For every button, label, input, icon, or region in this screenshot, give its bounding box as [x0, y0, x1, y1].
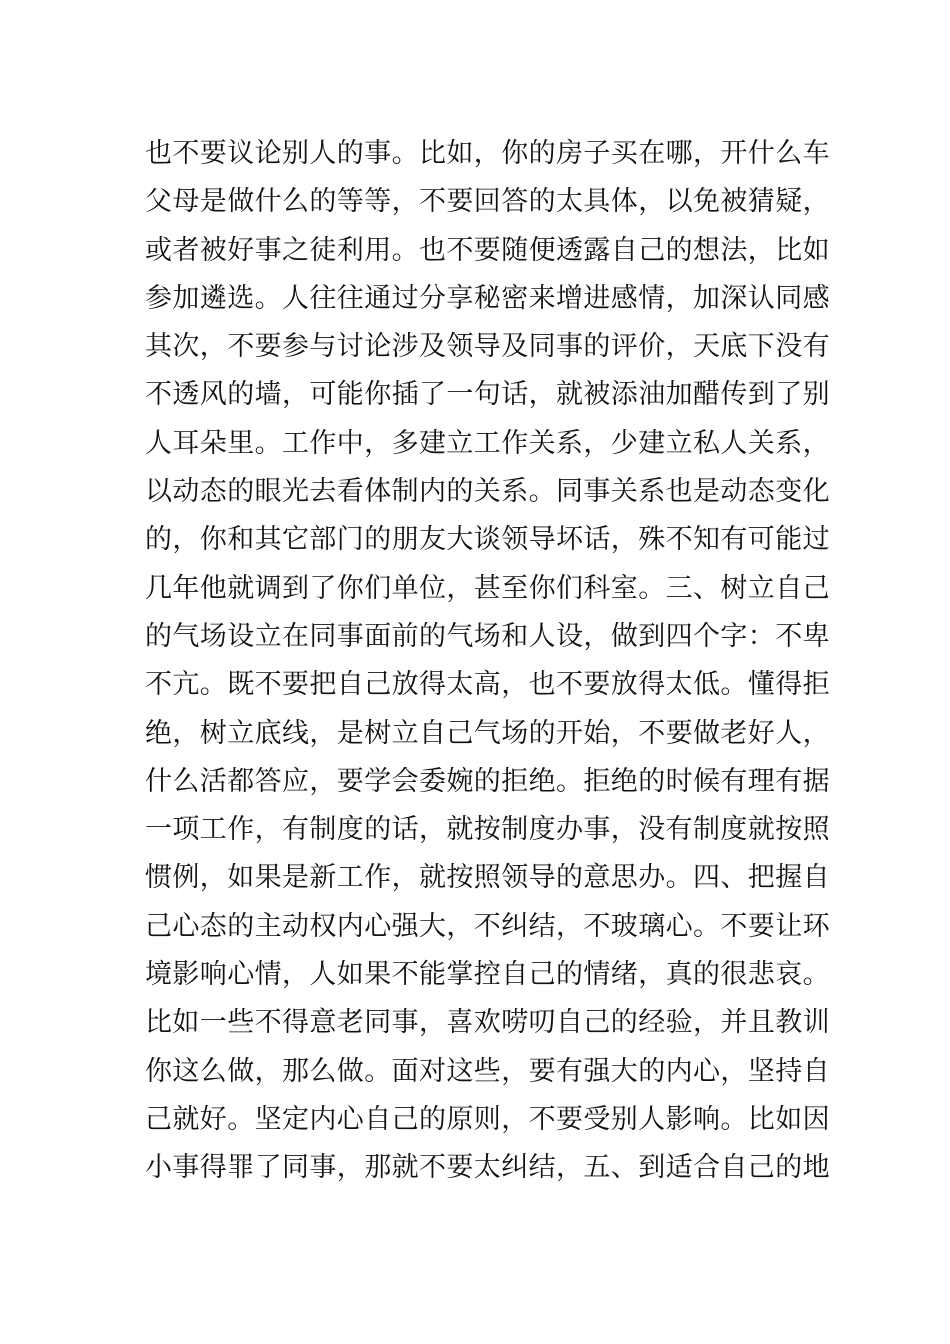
text-line: 什么活都答应，要学会委婉的拒绝。拒绝的时候有理有据 — [145, 765, 830, 797]
text-line: 小事得罪了同事，那就不要太纠结，五、到适合自己的地 — [145, 1152, 830, 1184]
text-line: 也不要议论别人的事。比如，你的房子买在哪，开什么车 — [145, 138, 830, 169]
text-line: 父母是做什么的等等，不要回答的太具体，以免被猜疑， — [145, 186, 830, 218]
text-line: 其次，不要参与讨论涉及领导及同事的评价，天底下没有 — [145, 331, 830, 363]
text-line: 一项工作，有制度的话，就按制度办事，没有制度就按照 — [145, 814, 830, 846]
text-line: 的气场设立在同事面前的气场和人设，做到四个字：不卑 — [145, 620, 830, 652]
text-line: 绝，树立底线，是树立自己气场的开始，不要做老好人， — [145, 717, 830, 749]
text-line: 惯例，如果是新工作，就按照领导的意思办。四、把握自 — [145, 862, 830, 894]
text-line: 己就好。坚定内心自己的原则，不要受别人影响。比如因 — [145, 1103, 830, 1135]
text-line: 境影响心情，人如果不能掌控自己的情绪，真的很悲哀。 — [145, 959, 830, 991]
text-line: 不亢。既不要把自己放得太高，也不要放得太低。懂得拒 — [145, 669, 830, 701]
text-line: 人耳朵里。工作中，多建立工作关系，少建立私人关系， — [145, 427, 830, 459]
body-text — [145, 130, 830, 1193]
text-line: 你这么做，那么做。面对这些，要有强大的内心，坚持自 — [145, 1055, 830, 1087]
text-line: 以动态的眼光去看体制内的关系。同事关系也是动态变化 — [145, 476, 830, 508]
text-line: 几年他就调到了你们单位，甚至你们科室。三、树立自己 — [145, 572, 830, 604]
text-line: 或者被好事之徒利用。也不要随便透露自己的想法，比如 — [145, 234, 830, 266]
text-line: 参加遴选。人往往通过分享秘密来增进感情，加深认同感 — [145, 282, 830, 314]
text-line: 的，你和其它部门的朋友大谈领导坏话，殊不知有可能过 — [145, 524, 830, 556]
text-line: 己心态的主动权内心强大，不纠结，不玻璃心。不要让环 — [145, 910, 830, 942]
text-line: 比如一些不得意老同事，喜欢唠叨自己的经验，并且教训 — [145, 1007, 830, 1039]
text-line: 不透风的墙，可能你插了一句话，就被添油加醋传到了别 — [145, 379, 830, 411]
